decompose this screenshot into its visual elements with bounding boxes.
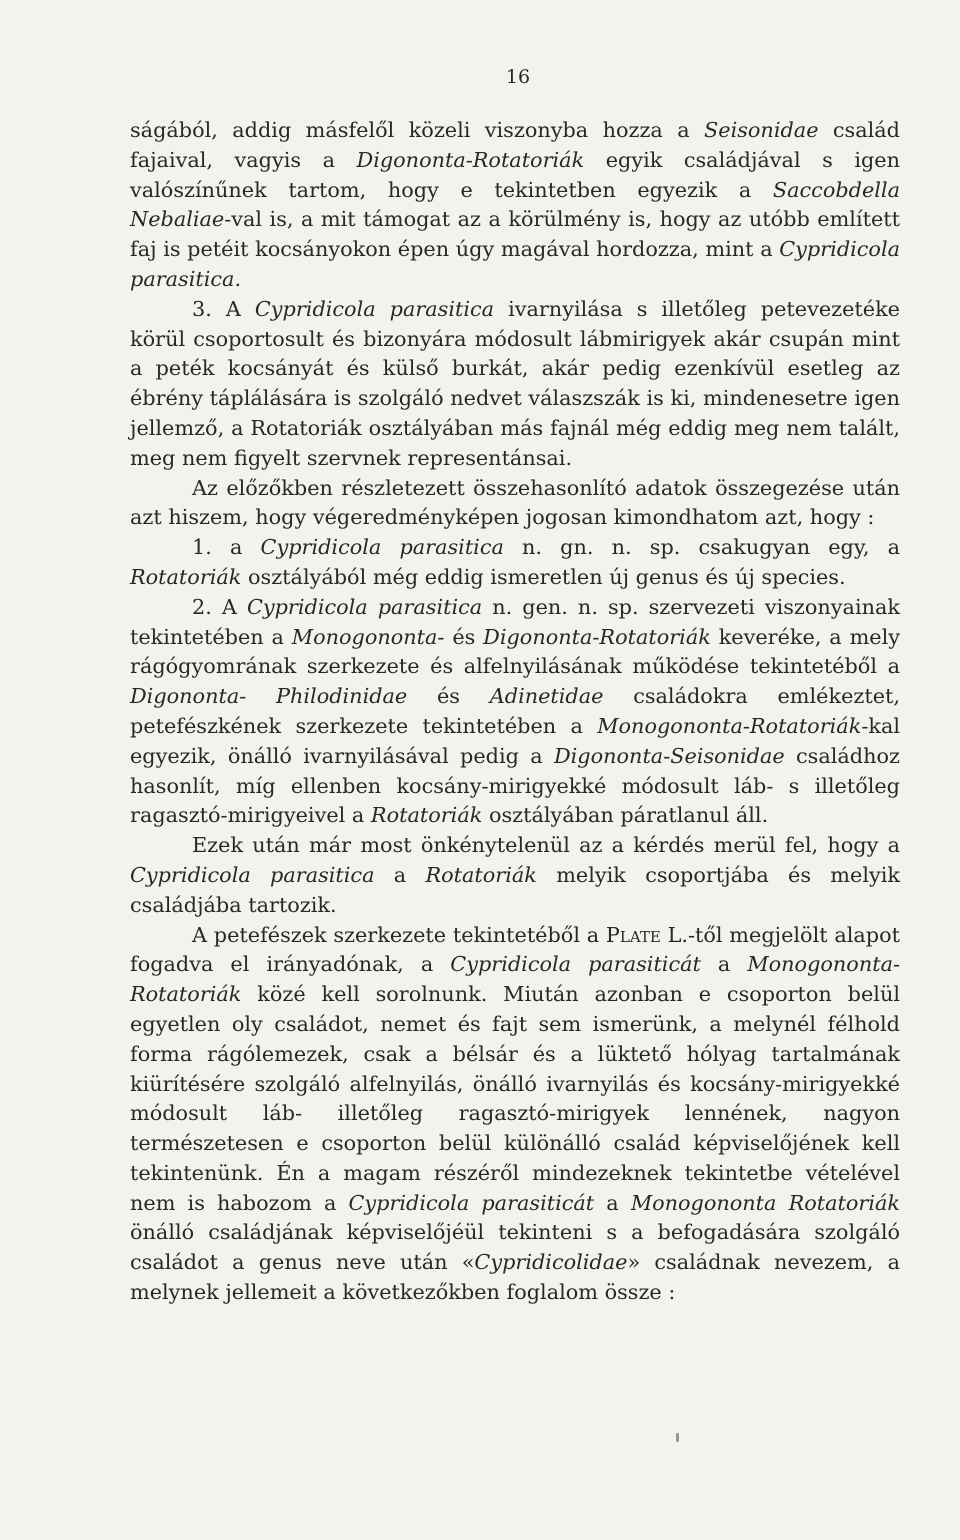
text-run: osztályában páratlanul áll.	[482, 803, 769, 828]
italic-term: Monogononta-	[291, 624, 445, 649]
text-run: Ezek után már most önkénytelenül az a kérdés merül fel, hogy a	[192, 833, 900, 858]
italic-term: Cypridicolidae	[474, 1250, 628, 1275]
italic-term: Digononta-Seisonidae	[553, 743, 785, 768]
italic-term: Rotatoriák	[130, 564, 242, 589]
italic-term: Digononta- Philodinidae	[130, 684, 408, 709]
body-text	[130, 116, 900, 1308]
text-run: önálló családjának képviselőjéül tekinteni s a befogadására szolgáló családot a genus neve után «	[130, 1220, 900, 1275]
text-run: a	[594, 1190, 631, 1215]
text-run: -val is, a mit támogat az a körülmény is, hogy az utóbb említett faj is petéit kocsányokon épen úgy magával hordozza, mint a	[130, 207, 900, 262]
paragraph	[130, 533, 900, 593]
text-run: n. gen. n. sp. szervezeti viszonyainak tekintetében a	[130, 594, 901, 649]
italic-term: Monogononta-Rotatoriák	[597, 713, 862, 738]
text-run: ivarnyilása s illetőleg petevezetéke körül csoportosult és bizonyára módosult lábmirigyek akár csupán mint a peték kocsányát és külső burkát, akár pedig ezenkívül esetleg az ébrény táplálására is szolgáló nedvet válaszszák is ki, mindenesetre igen jellemző, a Rotatoriák osztályában más fajnál még eddig meg nem talált, meg nem figyelt szervnek representánsai.	[130, 296, 900, 470]
text-run: a	[374, 862, 426, 887]
text-run: Az előzőkben részletezett összehasonlító adatok összegezése után azt hiszem, hogy végeredményképen jogosan kimondhatom azt, hogy :	[130, 475, 900, 530]
text-run: » családnak nevezem, a melynek jellemeit a következőkben foglalom össze :	[130, 1250, 900, 1305]
italic-term: Seisonidae	[704, 118, 819, 142]
text-run: egyik családjával s igen valószínűnek tartom, hogy e tekintetben egyezik a	[130, 147, 900, 202]
italic-term: Saccobdella Nebaliae	[130, 177, 900, 232]
italic-term: Adinetidae	[489, 684, 604, 709]
italic-term: Cypridicola parasiticát	[450, 952, 701, 977]
italic-term: Rotatoriák	[425, 862, 537, 887]
italic-term: Cypridicola parasitica	[130, 237, 900, 291]
italic-term: Monogononta Rotatoriák	[630, 1190, 900, 1215]
paragraph	[130, 921, 900, 1308]
italic-term: Cypridicola parasitica	[246, 594, 483, 619]
text-run: és	[407, 684, 490, 709]
text-run: a	[700, 952, 748, 977]
text-run: keveréke, a mely rágógyomrának szerkezete és alfelnyilásának működése tekintetéből a	[130, 624, 901, 679]
paragraph	[130, 474, 900, 534]
italic-term: Digononta-Rotatoriák	[356, 147, 585, 172]
text-run: L.-től megjelölt alapot fogadva el irányadónak, a	[130, 922, 900, 977]
text-run: 3. A	[192, 296, 255, 321]
page-number: 16	[505, 66, 531, 88]
text-run: melyik csoportjába és melyik családjába tartozik.	[130, 862, 900, 917]
text-run: .	[234, 266, 242, 291]
italic-term: Cypridicola parasitica	[130, 862, 375, 887]
text-run: 2. A	[192, 594, 247, 619]
text-run: -kal egyezik, önálló ivarnyilásával pedig a	[130, 713, 900, 768]
text-run: családokra emlékeztet, petefészkének szerkezete tekintetében a	[130, 684, 900, 738]
italic-term: Cypridicola parasitica	[260, 535, 504, 560]
author-name: Plate	[605, 922, 661, 947]
text-run: család fajaival, vagyis a	[130, 118, 900, 172]
paragraph	[130, 593, 900, 831]
text-run: családhoz hasonlít, míg ellenben kocsány-mirigyekké módosult láb- s illetőleg ragasztó-mirigyeivel a	[130, 743, 900, 828]
italic-term: Cypridicola parasitica	[254, 296, 495, 321]
text-run: osztályából még eddig ismeretlen új genus és új species.	[241, 564, 846, 589]
text-run: 1. a	[192, 535, 261, 560]
text-run: ságából, addig másfelől közeli viszonyba hozza a	[130, 118, 705, 142]
paragraph	[130, 831, 900, 920]
text-run: és	[444, 624, 484, 649]
paragraph	[130, 116, 900, 295]
italic-term: Cypridicola parasiticát	[348, 1190, 595, 1215]
italic-term: Rotatoriák	[370, 803, 483, 828]
ink-speck	[676, 1433, 679, 1442]
italic-term: Digononta-Rotatoriák	[483, 624, 711, 649]
text-run: n. gn. n. sp. csakugyan egy, a	[503, 535, 901, 560]
paragraph	[130, 295, 900, 474]
text-run: A petefészek szerkezete tekintetéből a	[192, 922, 606, 947]
text-run: közé kell sorolnunk. Miután azonban e csoporton belül egyetlen oly családot, nemet és fajt sem ismerünk, a melynél félhold forma rágólemezek, csak a bélsár és a lüktető hólyag tartalmának kiürítésére szolgáló alfelnyilás, önálló ivarnyilás és kocsány-mirigyekké módosult láb- illetőleg ragasztó-mirigyek lennének, nagyon természetesen e csoporton belül különálló család képviselőjének kell tekintenünk. Én a magam részéről mindezeknek tekintetbe vételével nem is habozom a	[130, 982, 900, 1215]
italic-term: Monogononta-Rotatoriák	[130, 952, 900, 1007]
